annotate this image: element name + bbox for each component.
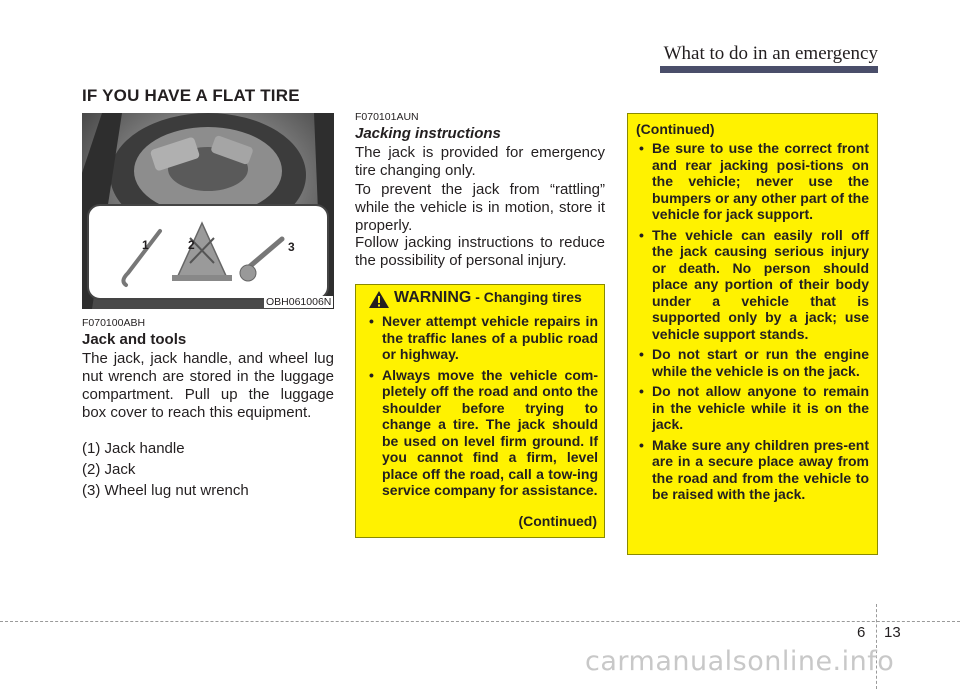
running-header: What to do in an emergency (663, 43, 878, 64)
item-wheel-lug-wrench: (3) Wheel lug nut wrench (82, 482, 249, 499)
continued-title: (Continued) (636, 121, 715, 137)
middle-paragraph-1: The jack is provided for emergency tire changing only. (355, 144, 605, 179)
continued-bullet-4: • Do not allow anyone to remain in the vehicle while it is on the jack. (632, 383, 869, 433)
watermark: carmanualsonline.info (585, 646, 895, 677)
left-heading: Jack and tools (82, 331, 187, 348)
warning-bullet-2: • Always move the vehicle com-pletely off the road and onto the shoulder before trying to change a tire. The jack should be used on level firm ground. If you cannot find a firm, level place off the road, call a tow-ing service company for assistance. (362, 367, 598, 499)
figure-label-1: 1 (142, 238, 149, 252)
middle-paragraph-3: Follow jacking instructions to reduce the possibility of personal injury. (355, 234, 605, 269)
continued-bullet-5: • Make sure any children pres-ent are in a secure place away from the road and from the vehicle to be raised with the jack. (632, 437, 869, 503)
tools-figure (82, 113, 334, 309)
continued-warning-box (627, 113, 878, 555)
page-number: 13 (884, 624, 901, 641)
item-jack-handle: (1) Jack handle (82, 440, 185, 457)
figure-label-2: 2 (188, 238, 195, 252)
item-jack: (2) Jack (82, 461, 136, 478)
continued-bullet-3: • Do not start or run the engine while the vehicle is on the jack. (632, 346, 869, 379)
middle-code: F070101AUN (355, 111, 419, 123)
spare-tire-compartment-illustration (82, 113, 334, 309)
footer-divider (0, 621, 960, 622)
figure-code: OBH061006N (266, 296, 332, 308)
warning-continued: (Continued) (518, 513, 597, 529)
warning-bullet-1: • Never attempt vehicle repairs in the traffic lanes of a public road or highway. (362, 313, 598, 363)
chapter-number: 6 (857, 624, 866, 641)
middle-paragraph-2: To prevent the jack from “rattling” while the vehicle is in motion, store it properly. (355, 181, 605, 234)
middle-heading: Jacking instructions (355, 125, 501, 142)
warning-triangle-icon (368, 290, 390, 314)
warning-box (355, 284, 605, 538)
left-code: F070100ABH (82, 317, 146, 329)
continued-bullet-1: • Be sure to use the correct front and rear jacking posi-tions on the vehicle; never use the bumpers or any other part of the vehicle for jack support. (632, 140, 869, 223)
section-title: IF YOU HAVE A FLAT TIRE (82, 86, 300, 105)
left-paragraph: The jack, jack handle, and wheel lug nut wrench are stored in the luggage compartment. Pull up the luggage box cover to reach this equipment. (82, 350, 334, 421)
figure-label-3: 3 (288, 240, 295, 254)
header-bar (660, 66, 878, 73)
warning-subtitle: - Changing tires (471, 289, 582, 305)
warning-label: WARNING (394, 289, 472, 306)
continued-bullet-2: • The vehicle can easily roll off the jack causing serious injury or death. No person should place any portion of their body under a vehicle that is supported only by a jack; use vehicle support stands. (632, 227, 869, 343)
